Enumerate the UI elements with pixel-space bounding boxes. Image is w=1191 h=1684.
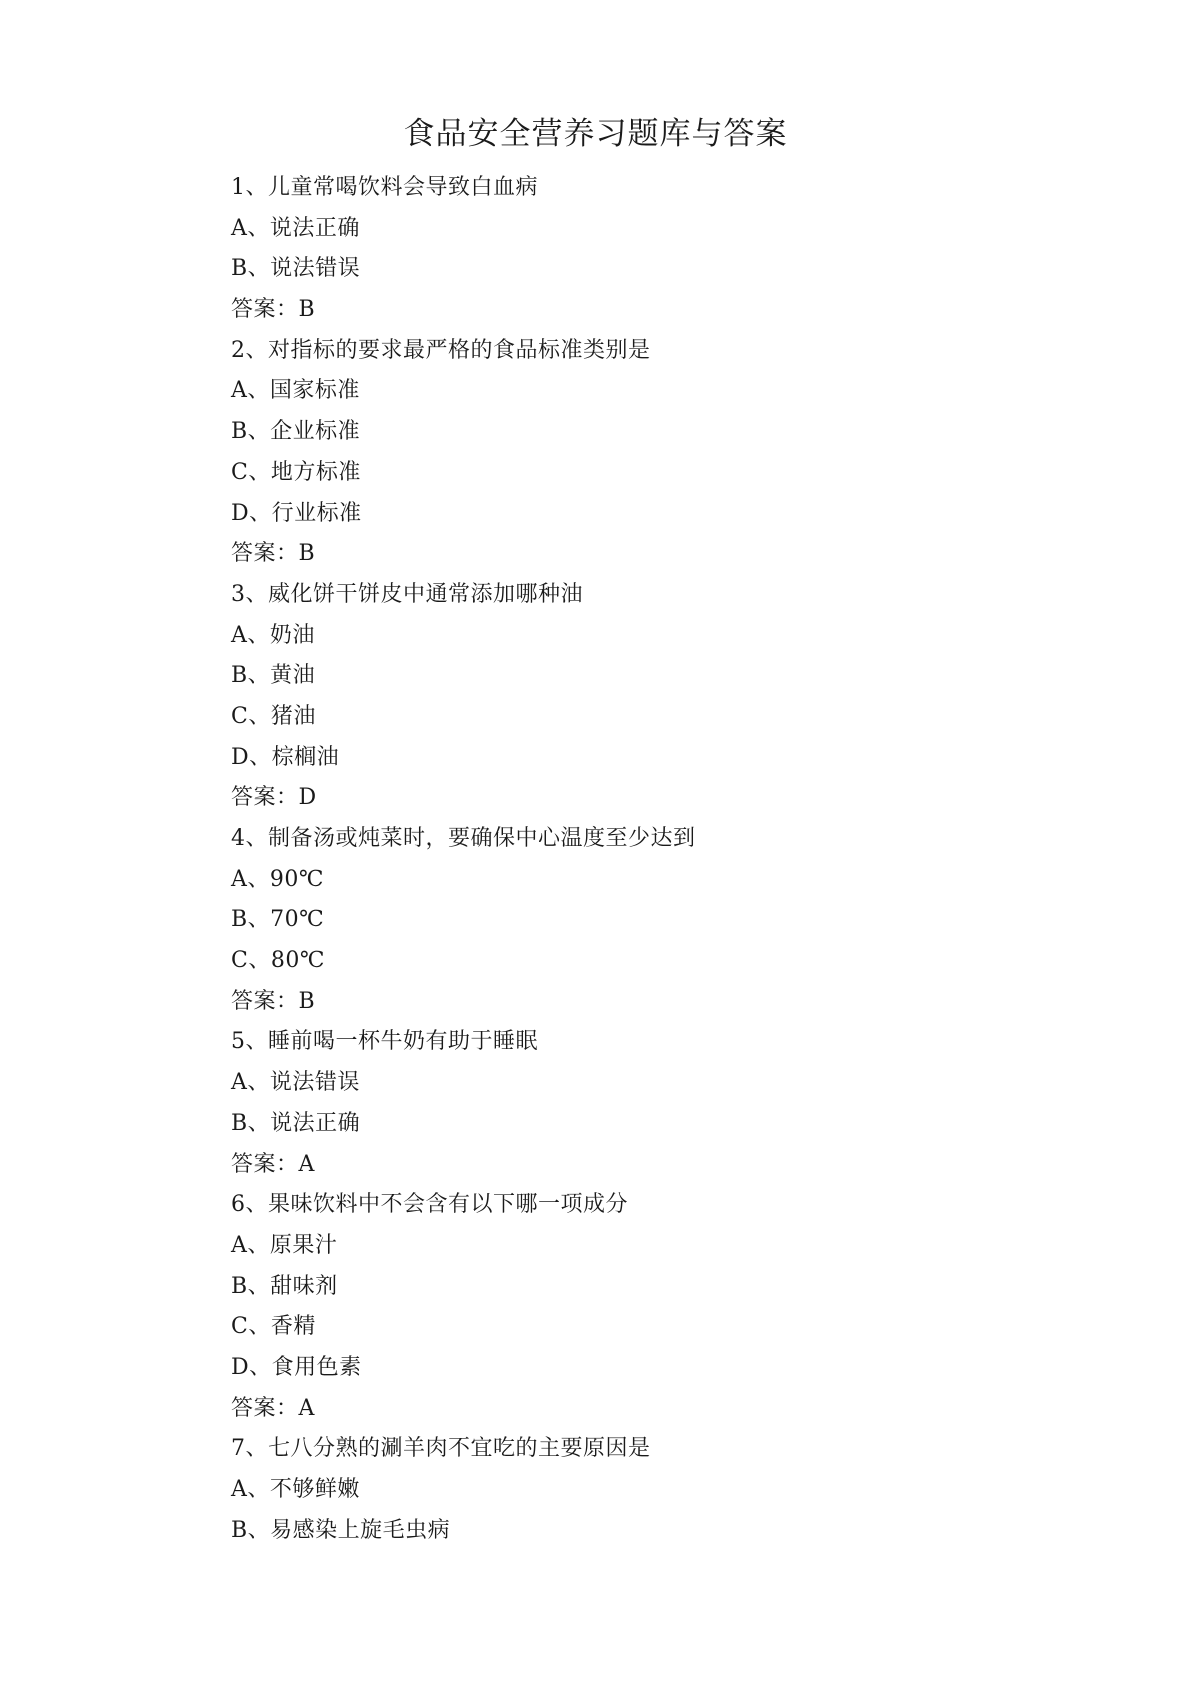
option: B、易感染上旋毛虫病 bbox=[231, 1517, 451, 1543]
option: B、说法错误 bbox=[231, 256, 361, 282]
question-text: 7、七八分熟的涮羊肉不宜吃的主要原因是 bbox=[231, 1436, 651, 1462]
option: A、奶油 bbox=[231, 622, 315, 648]
answer: 答案：B bbox=[231, 988, 316, 1014]
answer: 答案：A bbox=[231, 1151, 315, 1177]
option: A、说法错误 bbox=[231, 1070, 360, 1096]
question-list bbox=[231, 168, 1131, 1551]
question-text: 5、睡前喝一杯牛奶有助于睡眠 bbox=[231, 1029, 538, 1055]
question-text: 4、制备汤或炖菜时，要确保中心温度至少达到 bbox=[231, 826, 696, 851]
answer: 答案：D bbox=[231, 785, 317, 811]
option: B、企业标准 bbox=[231, 419, 361, 445]
option: C、猪油 bbox=[231, 703, 316, 729]
answer: 答案：B bbox=[231, 541, 316, 567]
option: B、说法正确 bbox=[231, 1110, 361, 1136]
question-text: 6、果味饮料中不会含有以下哪一项成分 bbox=[231, 1192, 628, 1218]
option: A、说法正确 bbox=[231, 215, 360, 241]
option: D、行业标准 bbox=[231, 500, 362, 526]
option: A、国家标准 bbox=[231, 378, 360, 404]
option: A、90℃ bbox=[231, 866, 324, 892]
answer: 答案：B bbox=[231, 297, 316, 323]
option: A、不够鲜嫩 bbox=[231, 1477, 360, 1502]
document-title: 食品安全营养习题库与答案 bbox=[403, 116, 788, 152]
question-text: 3、威化饼干饼皮中通常添加哪种油 bbox=[231, 581, 583, 607]
question-text: 1、儿童常喝饮料会导致白血病 bbox=[231, 175, 538, 200]
option: B、甜味剂 bbox=[231, 1273, 338, 1299]
question-text: 2、对指标的要求最严格的食品标准类别是 bbox=[231, 337, 651, 363]
option: B、70℃ bbox=[231, 907, 325, 933]
option: B、黄油 bbox=[231, 663, 316, 689]
option: C、地方标准 bbox=[231, 459, 361, 485]
answer: 答案：A bbox=[231, 1395, 315, 1421]
option: C、80℃ bbox=[231, 948, 325, 974]
option: A、原果汁 bbox=[231, 1232, 338, 1258]
option: D、食用色素 bbox=[231, 1354, 362, 1380]
option: D、棕榈油 bbox=[231, 744, 340, 770]
option: C、香精 bbox=[231, 1314, 316, 1340]
